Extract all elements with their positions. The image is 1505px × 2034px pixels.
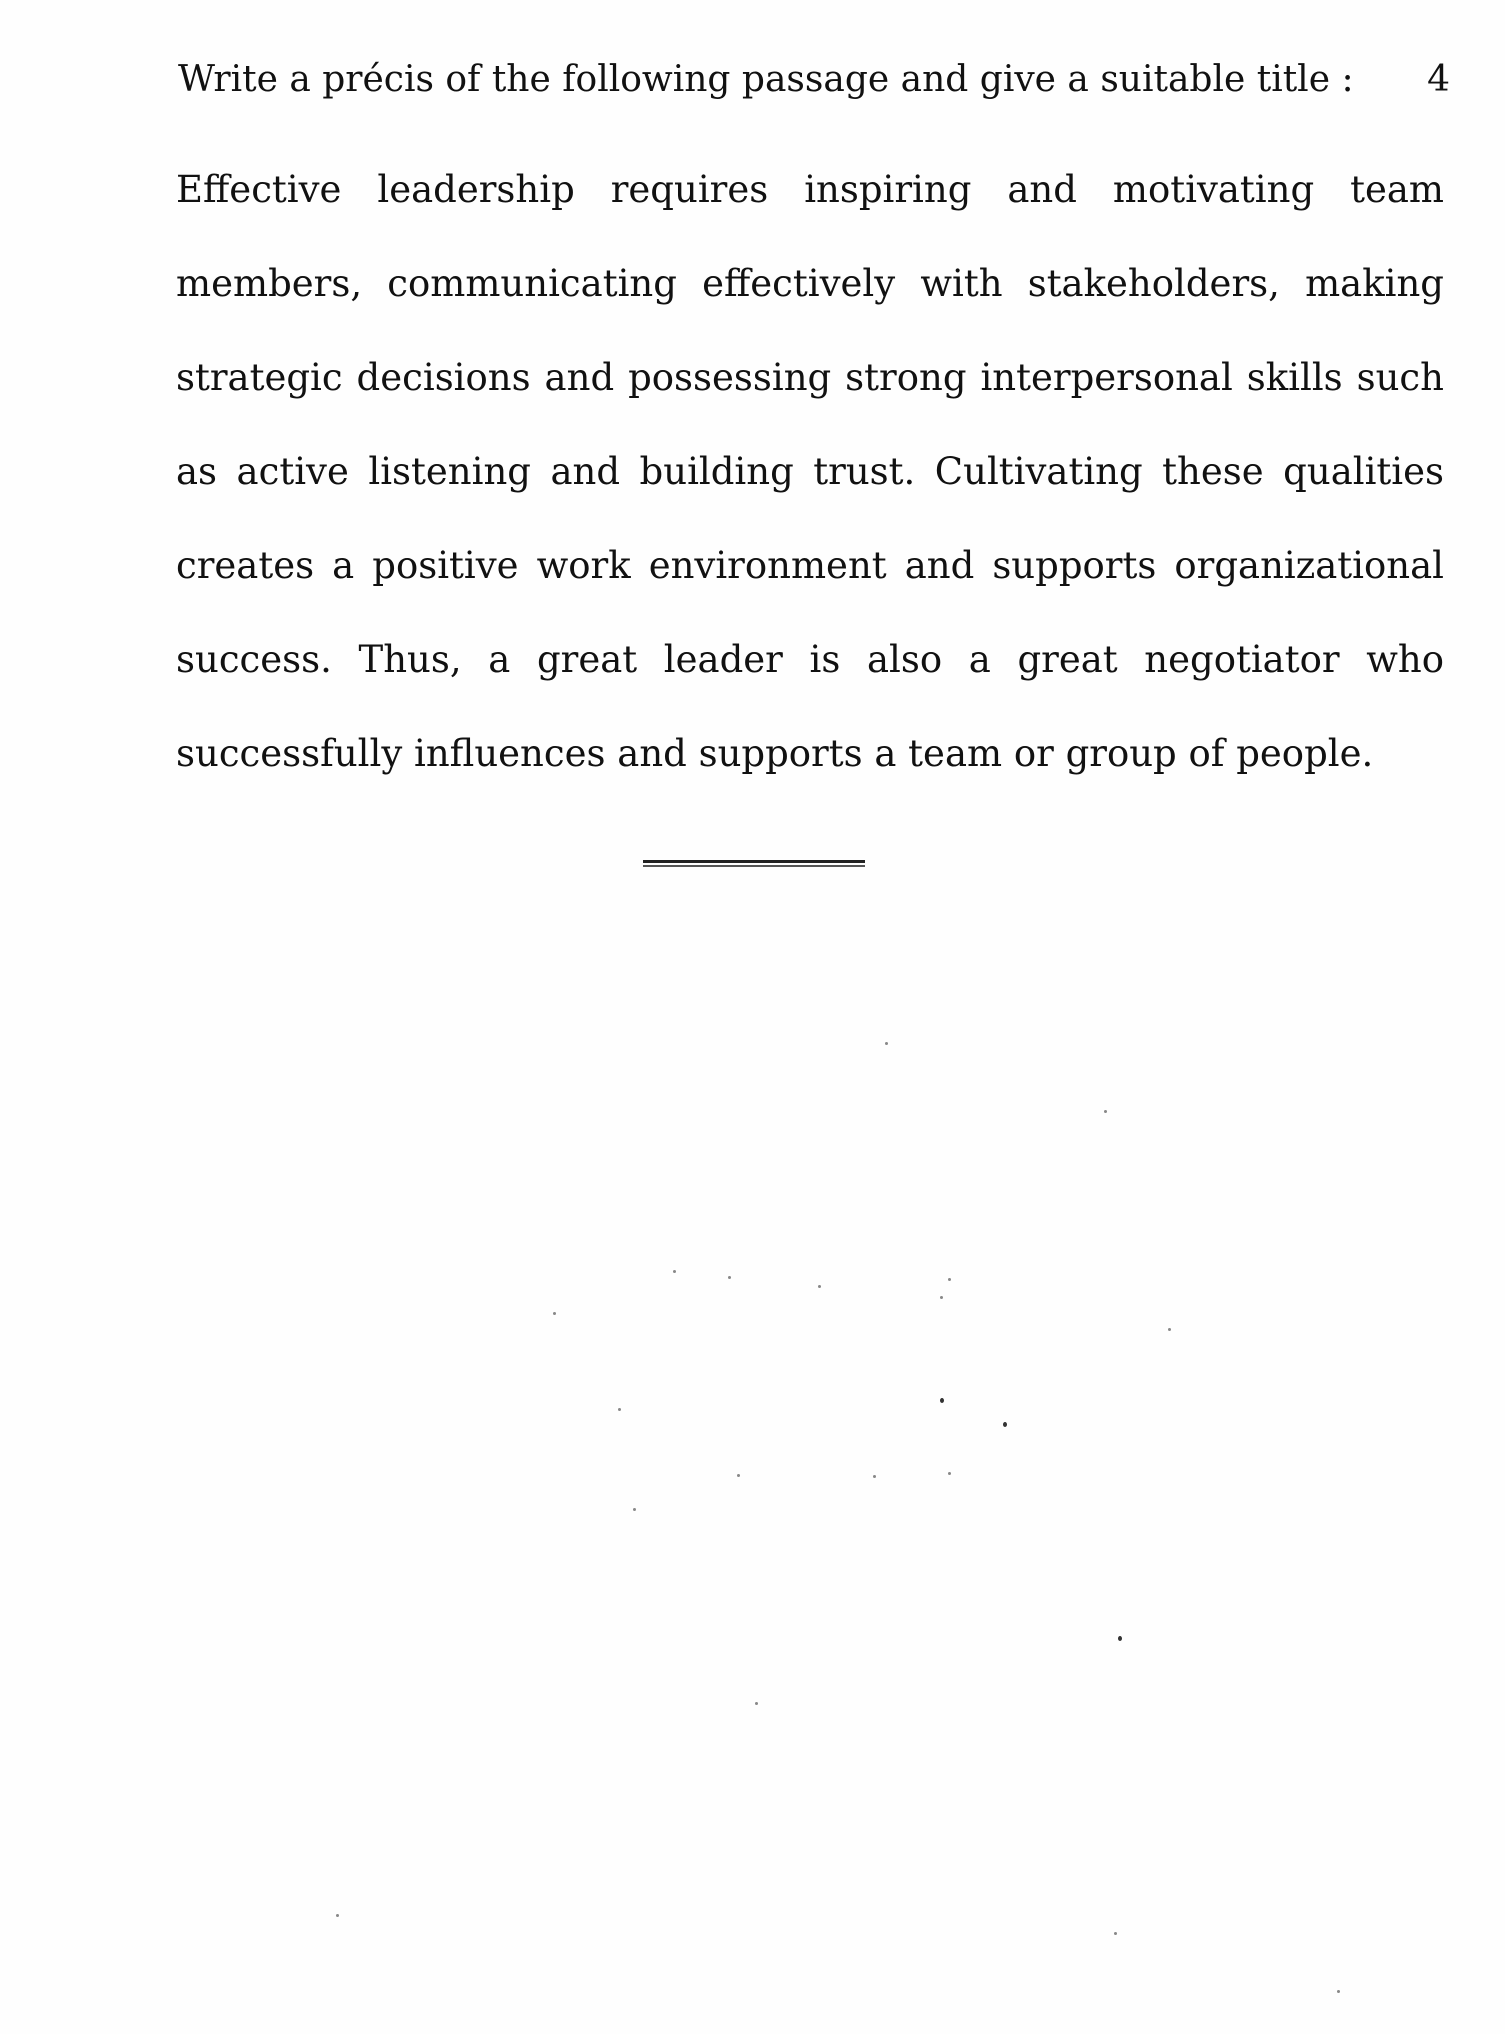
scan-speck bbox=[553, 1312, 556, 1315]
question-heading bbox=[178, 52, 1450, 108]
scan-speck bbox=[818, 1285, 821, 1288]
scan-speck bbox=[728, 1276, 731, 1279]
rule-bottom-bar bbox=[643, 865, 865, 867]
passage-line: strategic decisions and possessing strong interpersonal skills such bbox=[176, 356, 1444, 399]
passage bbox=[176, 143, 1444, 801]
passage-line: members, communicating effectively with stakeholders, making bbox=[176, 262, 1444, 305]
scan-speck bbox=[940, 1296, 943, 1299]
question-marks: 4 bbox=[1427, 59, 1450, 100]
passage-line: success. Thus, a great leader is also a great negotiator who bbox=[176, 638, 1444, 681]
scan-speck bbox=[1104, 1110, 1107, 1113]
scan-speck bbox=[873, 1475, 876, 1478]
scan-speck bbox=[673, 1270, 676, 1273]
end-of-question-rule bbox=[643, 860, 865, 867]
scan-speck bbox=[1118, 1636, 1122, 1641]
question-prompt: Write a précis of the following passage and give a suitable title : bbox=[178, 59, 1354, 100]
scan-speck bbox=[633, 1508, 636, 1511]
scan-speck bbox=[737, 1474, 740, 1477]
scan-speck bbox=[1168, 1328, 1171, 1331]
scan-speck bbox=[885, 1042, 888, 1045]
scan-speck bbox=[940, 1398, 944, 1403]
rule-top-bar bbox=[643, 860, 865, 863]
scan-speck bbox=[755, 1702, 758, 1705]
passage-line: Effective leadership requires inspiring and motivating team bbox=[176, 168, 1444, 211]
scan-speck bbox=[948, 1472, 951, 1475]
scan-speck bbox=[948, 1278, 951, 1281]
passage-line: creates a positive work environment and supports organizational bbox=[176, 544, 1444, 587]
scan-speck bbox=[1337, 1990, 1340, 1993]
scan-speck bbox=[1003, 1422, 1007, 1427]
scan-speck bbox=[1114, 1932, 1117, 1935]
passage-line: as active listening and building trust. Cultivating these qualities bbox=[176, 450, 1444, 493]
scan-speck bbox=[618, 1408, 621, 1411]
passage-line: successfully influences and supports a team or group of people. bbox=[176, 732, 1374, 775]
scan-speck bbox=[336, 1914, 339, 1917]
